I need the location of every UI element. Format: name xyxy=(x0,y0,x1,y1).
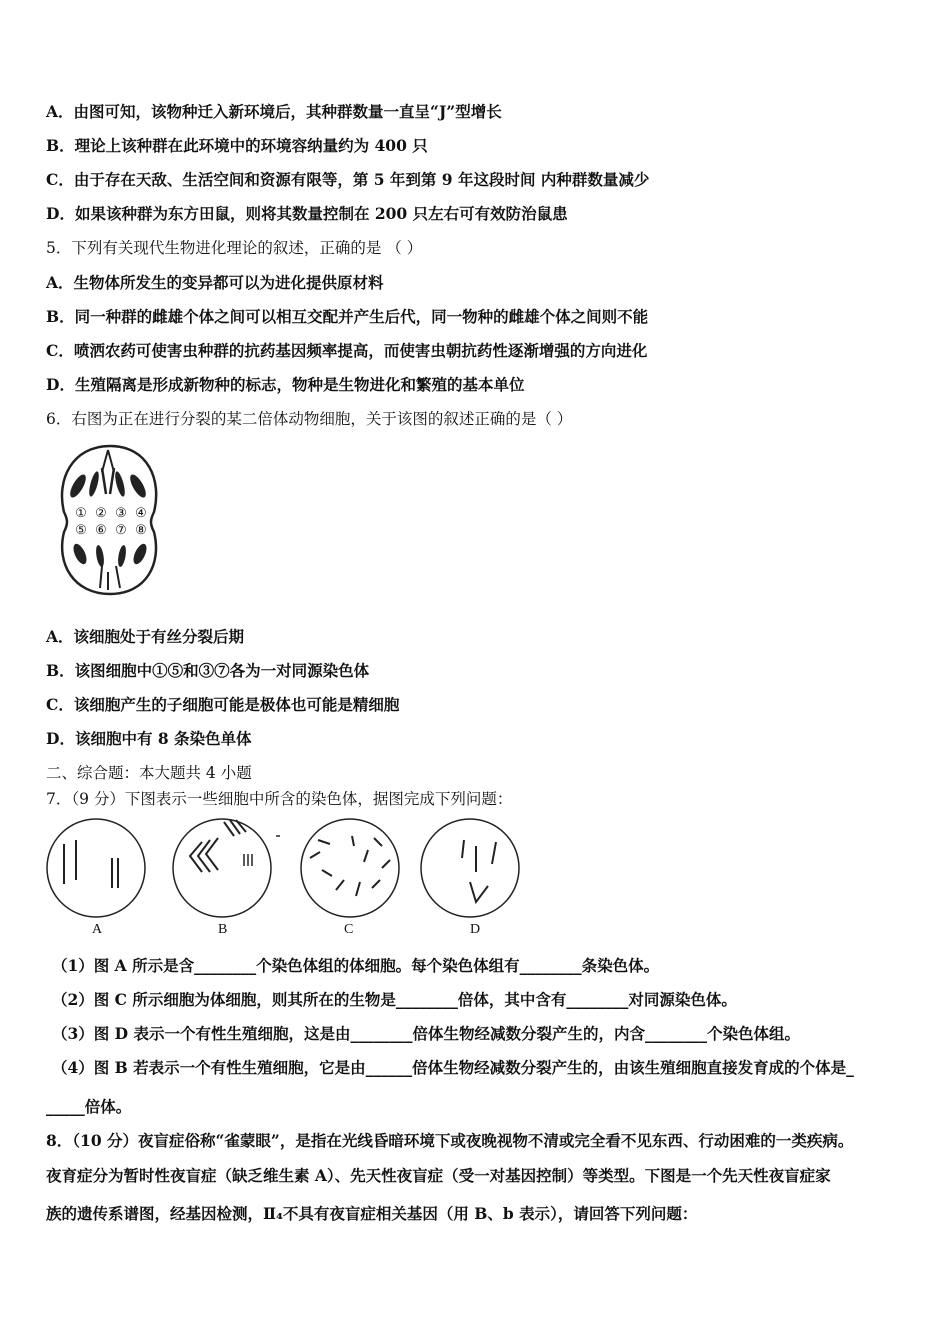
q7-part-4: （4）图 B 若表示一个有性生殖细胞，它是由______倍体生物经减数分裂产生的，由该生殖细胞直接发育成的个体是_ xyxy=(52,1058,854,1077)
q7-caption-d: D xyxy=(470,922,481,937)
q6-label-6: ⑥ xyxy=(95,522,107,537)
q7-figure-a xyxy=(44,818,148,922)
q7-part-4-cont: _____倍体。 xyxy=(46,1097,132,1116)
q7-figure-d xyxy=(418,818,522,922)
q5-option-d: D．生殖隔离是形成新物种的标志，物种是生物进化和繁殖的基本单位 xyxy=(46,375,525,394)
q7-caption-b: B xyxy=(218,922,228,937)
q5-option-c: C．喷洒农药可使害虫种群的抗药基因频率提高，而使害虫朝抗药性逐渐增强的方向进化 xyxy=(46,341,648,360)
q8-line-1: 8．（10 分）夜盲症俗称“雀蒙眼”，是指在光线昏暗环境下或夜晚视物不清或完全看不见东西、行动困难的一类疾病。 xyxy=(46,1131,854,1150)
q6-label-4: ④ xyxy=(135,505,147,520)
q7-part-1: （1）图 A 所示是含________个染色体组的体细胞。每个染色体组有________条染色体。 xyxy=(52,956,660,975)
q6-cell-figure xyxy=(50,442,174,598)
q6-label-3: ③ xyxy=(115,505,127,520)
q8-line-2: 夜育症分为暂时性夜盲症（缺乏维生素 A）、先天性夜盲症（受一对基因控制）等类型。下图是一个先天性夜盲症家 xyxy=(46,1166,831,1185)
q6-option-a: A．该细胞处于有丝分裂后期 xyxy=(46,627,245,646)
q6-option-d: D．该细胞中有 8 条染色单体 xyxy=(46,729,252,748)
q5-option-a: A．生物体所发生的变异都可以为进化提供原材料 xyxy=(46,273,384,292)
q7-caption-a: A xyxy=(92,922,103,937)
q7-part-3: （3）图 D 表示一个有性生殖细胞，这是由________倍体生物经减数分裂产生的，内含________个染色体组。 xyxy=(52,1024,801,1043)
q7-caption-c: C xyxy=(344,922,354,937)
q7-part-2: （2）图 C 所示细胞为体细胞，则其所在的生物是________倍体，其中含有________对同源染色体。 xyxy=(52,990,737,1009)
q6-label-5: ⑤ xyxy=(75,522,87,537)
q6-option-c: C．该细胞产生的子细胞可能是极体也可能是精细胞 xyxy=(46,695,400,714)
q6-label-1: ① xyxy=(75,505,87,520)
q4-option-c: C．由于存在天敌、生活空间和资源有限等，第 5 年到第 9 年这段时间 内种群数量减少 xyxy=(46,170,650,189)
q8-line-3: 族的遗传系谱图，经基因检测，Ⅱ₄不具有夜盲症相关基因（用 B、b 表示），请回答下列问题： xyxy=(46,1204,698,1223)
q6-option-b: B．该图细胞中①⑤和③⑦各为一对同源染色体 xyxy=(46,661,370,680)
section-heading: 二、综合题：本大题共 4 小题 xyxy=(46,764,252,782)
q4-option-a: A．由图可知，该物种迁入新环境后，其种群数量一直呈“J”型增长 xyxy=(46,102,502,121)
q4-option-b: B．理论上该种群在此环境中的环境容纳量约为 400 只 xyxy=(46,136,428,155)
q6-label-8: ⑧ xyxy=(135,522,147,537)
q6-label-2: ② xyxy=(95,505,107,520)
q6-label-7: ⑦ xyxy=(115,522,127,537)
q7-stem: 7．（9 分）下图表示一些细胞中所含的染色体，据图完成下列问题： xyxy=(46,790,513,808)
q4-option-d: D．如果该种群为东方田鼠，则将其数量控制在 200 只左右可有效防治鼠患 xyxy=(46,204,568,223)
q7-figure-b xyxy=(168,818,280,922)
q7-figure-c xyxy=(294,818,406,922)
q5-option-b: B．同一种群的雌雄个体之间可以相互交配并产生后代，同一物种的雌雄个体之间则不能 xyxy=(46,307,649,326)
q5-stem: 5．下列有关现代生物进化理论的叙述，正确的是 （ ） xyxy=(46,239,423,257)
q6-stem: 6．右图为正在进行分裂的某二倍体动物细胞，关于该图的叙述正确的是（ ） xyxy=(46,410,573,428)
